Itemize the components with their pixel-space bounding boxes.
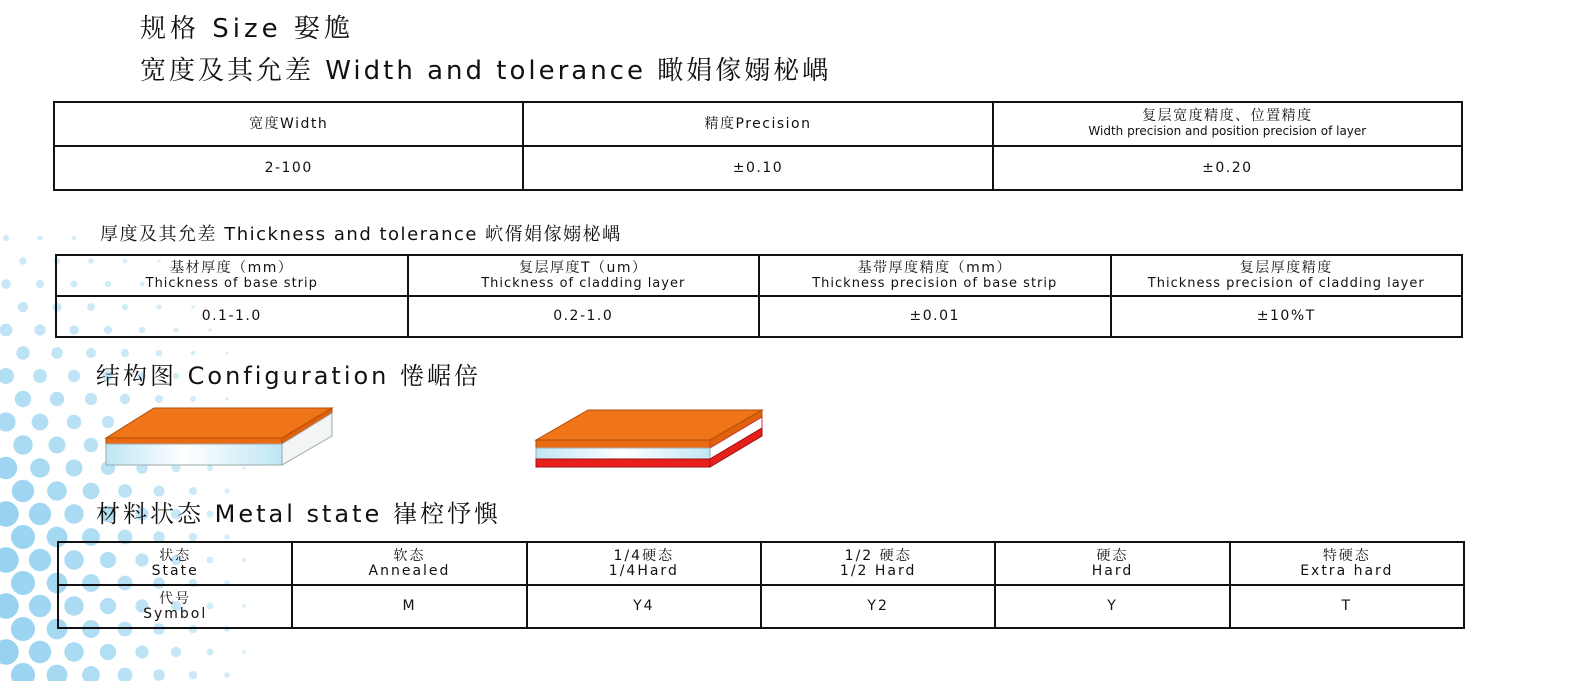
decorative-dot	[11, 663, 35, 681]
decorative-dot	[118, 668, 133, 681]
thickness-tolerance-heading: 厚度及其允差 Thickness and tolerance 岤偦娟傢嫋柲嵎	[100, 224, 622, 245]
decorative-dot	[37, 235, 43, 241]
metal-state-heading: 材料状态 Metal state 嵂椌忬懙	[96, 500, 501, 528]
decorative-dot	[0, 593, 19, 618]
table-cell: Y2	[761, 585, 995, 628]
table-cell: M	[292, 585, 526, 628]
decorative-dot	[0, 639, 19, 664]
decorative-dot	[19, 257, 26, 264]
decorative-dot	[3, 235, 9, 241]
decorative-dot	[47, 665, 68, 681]
size-heading: 规格 Size 娶尯	[140, 14, 354, 44]
table-cell: 0.1-1.0	[56, 296, 408, 337]
decorative-dot	[47, 481, 67, 501]
thickness-tolerance-table	[55, 254, 1463, 338]
cell-label-en: Symbol	[143, 605, 208, 622]
cell-label: 软态	[393, 547, 426, 564]
table-row	[56, 255, 1462, 296]
decorative-dot	[225, 397, 229, 401]
table-header-cell	[58, 542, 292, 585]
table-header-cell	[523, 102, 992, 146]
cladding-front-face	[536, 440, 710, 448]
header-label-en: Thickness of base strip	[145, 275, 318, 291]
decorative-dot	[189, 533, 198, 542]
table-row	[58, 585, 1464, 628]
decorative-dot	[0, 412, 16, 431]
table-header-cell	[58, 585, 292, 628]
table-row	[54, 146, 1462, 190]
base-front-face	[536, 448, 710, 459]
table-row	[58, 542, 1464, 585]
decorative-dot	[0, 324, 12, 337]
table-cell	[1230, 542, 1464, 585]
table-header-cell	[759, 255, 1111, 296]
cell-label: 1/2 硬态	[844, 547, 912, 564]
decorative-dot	[190, 396, 196, 402]
decorative-dot	[67, 415, 82, 430]
decorative-dot	[51, 347, 63, 359]
table-header-cell	[54, 102, 523, 146]
table-header-cell	[1111, 255, 1463, 296]
decorative-dot	[1, 279, 11, 289]
decorative-dot	[64, 504, 83, 523]
table-row	[56, 296, 1462, 337]
decorative-dot	[207, 649, 214, 656]
decorative-dot	[224, 672, 230, 678]
decorative-dot	[11, 525, 35, 549]
decorative-dot	[171, 647, 181, 657]
decorative-dot	[18, 302, 28, 312]
decorative-dot	[64, 642, 83, 661]
table-cell: ±10%T	[1111, 296, 1463, 337]
cell-label-en: State	[151, 562, 199, 579]
decorative-dot	[49, 437, 66, 454]
decorative-dot	[100, 644, 116, 660]
decorative-dot	[29, 595, 51, 617]
decorative-dot	[68, 370, 80, 382]
decorative-dot	[224, 488, 229, 493]
decorative-dot	[11, 617, 35, 641]
table-cell	[527, 542, 761, 585]
table-cell: Y4	[527, 585, 761, 628]
table-cell: ±0.20	[993, 146, 1462, 190]
decorative-dot	[29, 641, 51, 663]
decorative-dot	[224, 534, 230, 540]
header-label: 宽度Width	[249, 115, 329, 132]
header-label: 复层宽度精度、位置精度	[1142, 108, 1313, 124]
cell-label-en: 1/4Hard	[608, 562, 679, 579]
header-label: 基带厚度精度（mm）	[857, 259, 1012, 276]
header-label: 复层厚度T（um）	[518, 259, 648, 276]
decorative-dot	[189, 671, 198, 680]
decorative-dot	[16, 346, 29, 359]
table-cell: 0.2-1.0	[408, 296, 760, 337]
metal-state-table	[57, 541, 1465, 629]
decorative-dot	[33, 369, 47, 383]
table-cell	[995, 542, 1229, 585]
decorative-dot	[84, 438, 98, 452]
table-cell: ±0.01	[759, 296, 1111, 337]
decorative-dot	[85, 393, 97, 405]
decorative-dot	[50, 392, 64, 406]
single-clad-strip-diagram	[100, 404, 340, 470]
table-header-cell	[993, 102, 1462, 146]
decorative-dot	[120, 394, 130, 404]
table-cell: Y	[995, 585, 1229, 628]
table-cell: 2-100	[54, 146, 523, 190]
decorative-dot	[29, 549, 51, 571]
base-front-face	[106, 444, 282, 465]
decorative-dot	[86, 348, 96, 358]
decorative-dot	[12, 480, 34, 502]
decorative-dot	[66, 460, 83, 477]
decorative-dot	[0, 547, 19, 572]
decorative-dot	[0, 368, 14, 384]
table-row	[54, 102, 1462, 146]
header-label: 基材厚度（mm）	[170, 259, 294, 276]
header-label: 精度Precision	[704, 115, 812, 132]
width-tolerance-table	[53, 101, 1463, 191]
cell-label: 代号	[159, 590, 192, 607]
decorative-dot	[36, 280, 44, 288]
cell-label-en: 1/2 Hard	[839, 562, 917, 579]
decorative-dot	[191, 351, 196, 356]
decorative-dot	[15, 391, 31, 407]
cladding-front-face	[106, 438, 282, 444]
decorative-dot	[155, 395, 163, 403]
cell-label: 硬态	[1096, 547, 1129, 564]
header-label-en: Thickness precision of base strip	[812, 275, 1058, 291]
decorative-dot	[82, 666, 100, 681]
table-header-cell	[408, 255, 760, 296]
table-cell: T	[1230, 585, 1464, 628]
width-tolerance-heading: 宽度及其允差 Width and tolerance 瞰娟傢嫋柲嵎	[140, 56, 832, 86]
cell-label: 特硬态	[1322, 547, 1371, 564]
cell-label: 状态	[159, 547, 192, 564]
header-label: 复层厚度精度	[1239, 259, 1333, 276]
header-label-en: Thickness of cladding layer	[481, 275, 686, 291]
decorative-dot	[32, 414, 49, 431]
configuration-heading: 结构图 Configuration 惓崌倍	[96, 362, 482, 390]
table-header-cell	[56, 255, 408, 296]
decorative-dot	[135, 645, 148, 658]
cell-label-en: Extra hard	[1300, 562, 1394, 579]
decorative-dot	[0, 501, 19, 526]
header-label-en: Width precision and position precision of layer	[1088, 124, 1367, 138]
decorative-dot	[242, 650, 246, 654]
table-cell	[292, 542, 526, 585]
table-cell	[761, 542, 995, 585]
double-clad-strip-diagram	[532, 406, 768, 470]
cell-label: 1/4硬态	[613, 547, 675, 564]
cell-label-en: Annealed	[368, 562, 451, 579]
decorative-dot	[34, 324, 45, 335]
decorative-dot	[225, 351, 228, 354]
decorative-dot	[0, 457, 17, 479]
table-cell: ±0.10	[523, 146, 992, 190]
decorative-dot	[30, 458, 50, 478]
bottom-layer-front-face	[536, 459, 710, 467]
decorative-dot	[11, 571, 35, 595]
header-label-en: Thickness precision of cladding layer	[1147, 275, 1425, 291]
decorative-dot	[153, 669, 165, 681]
decorative-dot	[13, 435, 32, 454]
decorative-dot	[29, 503, 51, 525]
cell-label-en: Hard	[1091, 562, 1134, 579]
decorative-dot	[72, 236, 77, 241]
